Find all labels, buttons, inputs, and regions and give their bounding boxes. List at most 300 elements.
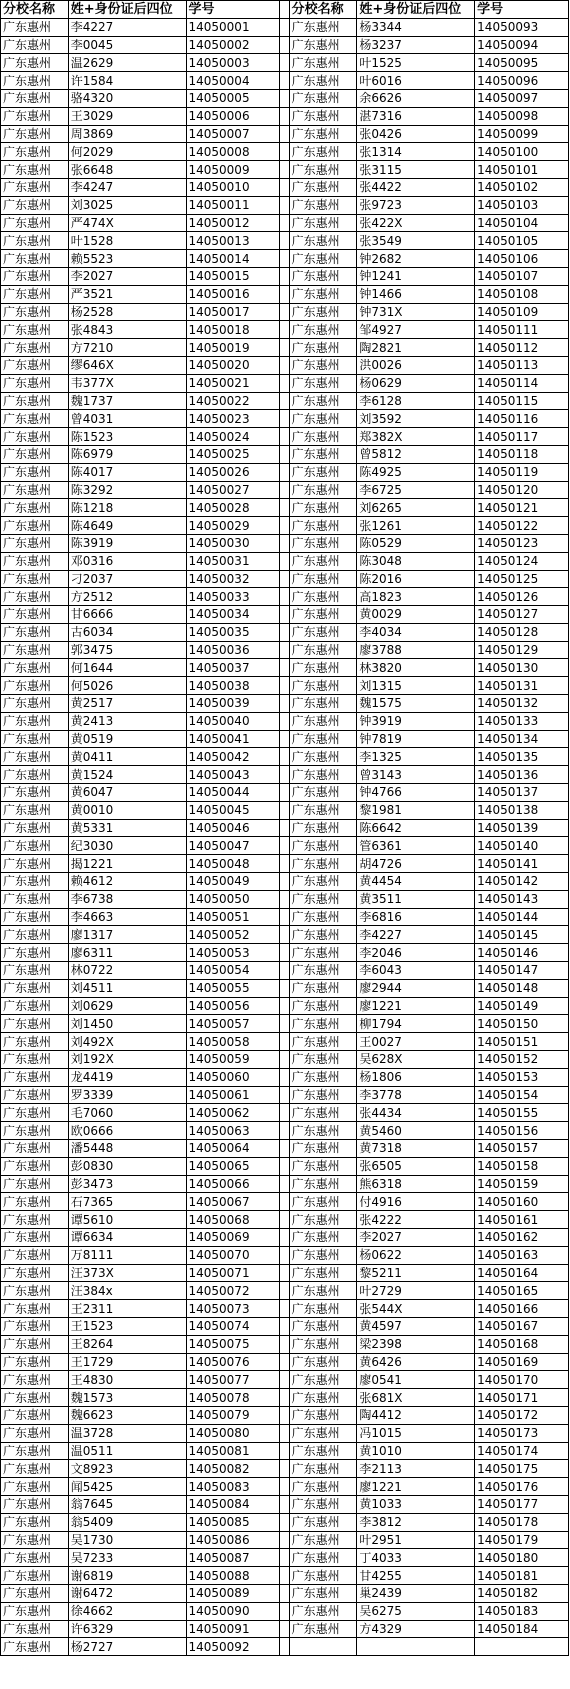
student-number-cell: 14050095 [475,54,569,72]
table-row [1,125,569,143]
surname-id4-cell: 黄5460 [357,1122,475,1140]
student-number-cell: 14050021 [186,374,280,392]
surname-id4-cell: 韦377X [68,374,186,392]
student-number-cell: 14050033 [186,588,280,606]
table-row [1,374,569,392]
school-name-cell: 广东惠州 [1,1353,69,1371]
school-name-cell: 广东惠州 [1,1531,69,1549]
surname-id4-cell: 陈4925 [357,463,475,481]
student-number-cell: 14050099 [475,125,569,143]
student-number-cell: 14050030 [186,534,280,552]
surname-id4-cell: 李6738 [68,890,186,908]
surname-id4-cell: 王1523 [68,1317,186,1335]
table-row [1,196,569,214]
table-row [1,1513,569,1531]
surname-id4-cell: 湛7316 [357,107,475,125]
surname-id4-cell: 李6816 [357,908,475,926]
table-row [1,730,569,748]
table-row [1,712,569,730]
surname-id4-cell: 黄2413 [68,712,186,730]
column-gap [280,1478,289,1496]
school-name-cell: 广东惠州 [289,1584,357,1602]
student-number-cell: 14050134 [475,730,569,748]
student-number-cell: 14050044 [186,784,280,802]
table-row [1,1478,569,1496]
surname-id4-cell: 张681X [357,1389,475,1407]
surname-id4-cell: 闻5425 [68,1478,186,1496]
student-number-cell: 14050013 [186,232,280,250]
column-gap [280,463,289,481]
student-number-cell: 14050166 [475,1300,569,1318]
surname-id4-cell: 杨0622 [357,1246,475,1264]
school-name-cell: 广东惠州 [289,1086,357,1104]
table-row [1,1193,569,1211]
table-row [1,801,569,819]
column-gap [280,267,289,285]
column-gap [280,712,289,730]
student-number-cell: 14050081 [186,1442,280,1460]
surname-id4-cell: 陶2821 [357,339,475,357]
surname-id4-cell: 廖1317 [68,926,186,944]
school-name-cell: 广东惠州 [289,356,357,374]
column-gap [280,552,289,570]
surname-id4-cell: 李2027 [357,1228,475,1246]
surname-id4-cell: 刘192X [68,1051,186,1069]
column-gap [280,321,289,339]
table-row [1,517,569,535]
school-name-cell: 广东惠州 [289,107,357,125]
surname-id4-cell: 魏6623 [68,1406,186,1424]
surname-id4-cell: 甘6666 [68,606,186,624]
student-number-cell: 14050085 [186,1513,280,1531]
school-name-cell: 广东惠州 [289,1175,357,1193]
surname-id4-cell: 黄1524 [68,766,186,784]
surname-id4-cell: 许1584 [68,72,186,90]
school-name-cell: 广东惠州 [289,250,357,268]
student-number-cell: 14050125 [475,570,569,588]
surname-id4-cell: 钟1466 [357,285,475,303]
column-gap [280,107,289,125]
student-number-cell: 14050023 [186,410,280,428]
column-gap [280,1175,289,1193]
school-name-cell: 广东惠州 [289,89,357,107]
student-number-cell: 14050053 [186,944,280,962]
surname-id4-cell: 叶6016 [357,72,475,90]
table-row [1,1051,569,1069]
school-name-cell: 广东惠州 [1,303,69,321]
column-gap [280,1531,289,1549]
surname-id4-cell: 廖6311 [68,944,186,962]
student-number-cell: 14050093 [475,18,569,36]
column-gap [280,1122,289,1140]
school-name-cell: 广东惠州 [1,1228,69,1246]
school-name-cell: 广东惠州 [1,1193,69,1211]
school-name-cell: 广东惠州 [1,1567,69,1585]
student-number-cell: 14050092 [186,1638,280,1656]
student-number-cell: 14050114 [475,374,569,392]
column-gap [280,1,289,19]
school-name-cell: 广东惠州 [1,962,69,980]
student-number-cell: 14050145 [475,926,569,944]
column-gap [280,962,289,980]
student-number-cell: 14050170 [475,1371,569,1389]
table-row [1,1638,569,1656]
surname-id4-cell: 黄3511 [357,890,475,908]
header-school-name: 分校名称 [289,1,357,19]
table-row [1,89,569,107]
school-name-cell: 广东惠州 [289,890,357,908]
student-number-cell: 14050003 [186,54,280,72]
student-number-cell: 14050028 [186,499,280,517]
table-row [1,267,569,285]
column-gap [280,926,289,944]
student-number-cell: 14050051 [186,908,280,926]
table-row [1,997,569,1015]
table-row [1,1228,569,1246]
student-number-cell: 14050091 [186,1620,280,1638]
student-number-cell: 14050147 [475,962,569,980]
student-number-cell: 14050149 [475,997,569,1015]
column-gap [280,1086,289,1104]
surname-id4-cell: 李4227 [357,926,475,944]
student-number-cell: 14050101 [475,161,569,179]
student-number-cell: 14050089 [186,1584,280,1602]
column-gap [280,1389,289,1407]
student-number-cell: 14050015 [186,267,280,285]
surname-id4-cell: 管6361 [357,837,475,855]
surname-id4-cell: 林0722 [68,962,186,980]
school-name-cell: 广东惠州 [1,196,69,214]
school-name-cell: 广东惠州 [1,481,69,499]
student-number-cell: 14050163 [475,1246,569,1264]
table-row [1,1602,569,1620]
table-row [1,588,569,606]
table-row [1,18,569,36]
school-name-cell: 广东惠州 [289,1424,357,1442]
student-number-cell: 14050034 [186,606,280,624]
school-name-cell: 广东惠州 [1,1068,69,1086]
column-gap [280,1620,289,1638]
column-gap [280,356,289,374]
column-gap [280,1193,289,1211]
column-gap [280,641,289,659]
student-number-cell: 14050043 [186,766,280,784]
table-row [1,303,569,321]
school-name-cell: 广东惠州 [1,855,69,873]
student-number-cell: 14050136 [475,766,569,784]
table-row [1,1104,569,1122]
column-gap [280,837,289,855]
column-gap [280,623,289,641]
table-row [1,178,569,196]
surname-id4-cell: 陈3292 [68,481,186,499]
school-name-cell: 广东惠州 [289,1282,357,1300]
table-row [1,72,569,90]
surname-id4-cell: 陈2016 [357,570,475,588]
surname-id4-cell: 何5026 [68,677,186,695]
surname-id4-cell: 郑382X [357,428,475,446]
student-number-cell: 14050109 [475,303,569,321]
student-number-cell: 14050011 [186,196,280,214]
school-name-cell: 广东惠州 [289,748,357,766]
surname-id4-cell: 翁5409 [68,1513,186,1531]
student-number-cell: 14050152 [475,1051,569,1069]
school-name-cell: 广东惠州 [1,267,69,285]
surname-id4-cell: 胡4726 [357,855,475,873]
school-name-cell: 广东惠州 [289,178,357,196]
student-number-cell: 14050129 [475,641,569,659]
surname-id4-cell: 何1644 [68,659,186,677]
school-name-cell: 广东惠州 [289,677,357,695]
surname-id4-cell: 李4227 [68,18,186,36]
school-name-cell: 广东惠州 [1,232,69,250]
student-number-cell: 14050133 [475,712,569,730]
student-number-cell: 14050036 [186,641,280,659]
table-row [1,1282,569,1300]
surname-id4-cell: 叶2951 [357,1531,475,1549]
surname-id4-cell: 刘4511 [68,979,186,997]
student-number-cell: 14050063 [186,1122,280,1140]
table-row [1,392,569,410]
student-number-cell: 14050064 [186,1140,280,1158]
table-row [1,1584,569,1602]
student-number-cell: 14050171 [475,1389,569,1407]
column-gap [280,54,289,72]
student-number-cell: 14050137 [475,784,569,802]
surname-id4-cell: 曾4031 [68,410,186,428]
school-name-cell: 广东惠州 [1,250,69,268]
school-name-cell: 广东惠州 [1,552,69,570]
column-gap [280,890,289,908]
column-gap [280,499,289,517]
surname-id4-cell: 温3728 [68,1424,186,1442]
student-number-cell: 14050082 [186,1460,280,1478]
school-name-cell: 广东惠州 [289,1157,357,1175]
surname-id4-cell: 陈6642 [357,819,475,837]
column-gap [280,143,289,161]
column-gap [280,285,289,303]
column-gap [280,908,289,926]
table-row [1,606,569,624]
surname-id4-cell: 刘3592 [357,410,475,428]
table-row [1,1549,569,1567]
school-name-cell: 广东惠州 [1,36,69,54]
student-number-cell: 14050050 [186,890,280,908]
surname-id4-cell: 杨2727 [68,1638,186,1656]
column-gap [280,392,289,410]
table-row [1,285,569,303]
student-number-cell: 14050048 [186,855,280,873]
column-gap [280,196,289,214]
school-name-cell: 广东惠州 [289,1193,357,1211]
school-name-cell: 广东惠州 [289,855,357,873]
surname-id4-cell: 潘5448 [68,1140,186,1158]
school-name-cell: 广东惠州 [1,606,69,624]
surname-id4-cell: 刘1450 [68,1015,186,1033]
school-name-cell: 广东惠州 [1,1211,69,1229]
column-gap [280,873,289,891]
school-name-cell: 广东惠州 [1,1140,69,1158]
school-name-cell: 广东惠州 [289,1495,357,1513]
student-number-cell: 14050142 [475,873,569,891]
school-name-cell: 广东惠州 [1,766,69,784]
surname-id4-cell: 张6505 [357,1157,475,1175]
student-number-cell: 14050067 [186,1193,280,1211]
surname-id4-cell: 李4247 [68,178,186,196]
student-number-cell: 14050144 [475,908,569,926]
surname-id4-cell: 李2113 [357,1460,475,1478]
table-row [1,623,569,641]
student-number-cell: 14050010 [186,178,280,196]
surname-id4-cell: 钟7819 [357,730,475,748]
table-row [1,445,569,463]
student-number-cell: 14050083 [186,1478,280,1496]
student-number-cell: 14050143 [475,890,569,908]
surname-id4-cell: 陈1523 [68,428,186,446]
surname-id4-cell: 王4830 [68,1371,186,1389]
student-number-cell: 14050104 [475,214,569,232]
student-number-cell: 14050123 [475,534,569,552]
column-gap [280,1140,289,1158]
school-name-cell: 广东惠州 [289,267,357,285]
school-name-cell: 广东惠州 [1,1620,69,1638]
surname-id4-cell: 吴6275 [357,1602,475,1620]
surname-id4-cell: 杨3237 [357,36,475,54]
surname-id4-cell: 余6626 [357,89,475,107]
surname-id4-cell: 王0027 [357,1033,475,1051]
column-gap [280,36,289,54]
student-number-cell: 14050016 [186,285,280,303]
surname-id4-cell: 陈4649 [68,517,186,535]
student-number-cell: 14050131 [475,677,569,695]
school-name-cell: 广东惠州 [289,1335,357,1353]
table-row [1,1122,569,1140]
surname-id4-cell: 曾3143 [357,766,475,784]
table-row [1,1389,569,1407]
column-gap [280,1300,289,1318]
student-number-cell: 14050052 [186,926,280,944]
column-gap [280,445,289,463]
school-name-cell: 广东惠州 [289,125,357,143]
column-gap [280,784,289,802]
student-number-cell: 14050031 [186,552,280,570]
header-surname-id4: 姓+身份证后四位 [68,1,186,19]
student-number-cell: 14050020 [186,356,280,374]
column-gap [280,695,289,713]
surname-id4-cell: 谭5610 [68,1211,186,1229]
column-gap [280,161,289,179]
school-name-cell: 广东惠州 [289,463,357,481]
table-row [1,659,569,677]
surname-id4-cell: 张544X [357,1300,475,1318]
school-name-cell: 广东惠州 [289,623,357,641]
school-name-cell: 广东惠州 [1,1104,69,1122]
column-gap [280,410,289,428]
surname-id4-cell: 叶1525 [357,54,475,72]
student-number-cell: 14050057 [186,1015,280,1033]
surname-id4-cell: 杨1806 [357,1068,475,1086]
table-row [1,944,569,962]
school-name-cell: 广东惠州 [1,801,69,819]
student-number-cell: 14050058 [186,1033,280,1051]
school-name-cell: 广东惠州 [1,72,69,90]
school-name-cell: 广东惠州 [1,890,69,908]
school-name-cell: 广东惠州 [1,178,69,196]
student-number-cell: 14050005 [186,89,280,107]
student-number-cell: 14050159 [475,1175,569,1193]
column-gap [280,606,289,624]
school-name-cell: 广东惠州 [1,285,69,303]
school-name-cell: 广东惠州 [289,766,357,784]
student-number-cell: 14050012 [186,214,280,232]
column-gap [280,944,289,962]
table-row [1,1371,569,1389]
header-student-number: 学号 [186,1,280,19]
school-name-cell: 广东惠州 [289,730,357,748]
student-number-cell: 14050035 [186,623,280,641]
student-number-cell: 14050161 [475,1211,569,1229]
table-row [1,410,569,428]
student-number-cell: 14050156 [475,1122,569,1140]
school-name-cell: 广东惠州 [289,428,357,446]
table-row [1,855,569,873]
student-number-cell: 14050055 [186,979,280,997]
student-number-cell: 14050183 [475,1602,569,1620]
school-name-cell: 广东惠州 [289,339,357,357]
surname-id4-cell: 黄1033 [357,1495,475,1513]
surname-id4-cell: 刘6265 [357,499,475,517]
school-name-cell: 广东惠州 [1,1264,69,1282]
school-name-cell: 广东惠州 [289,232,357,250]
table-row [1,321,569,339]
student-number-cell: 14050038 [186,677,280,695]
column-gap [280,125,289,143]
surname-id4-cell: 张6648 [68,161,186,179]
school-name-cell: 广东惠州 [289,214,357,232]
student-number-cell: 14050002 [186,36,280,54]
school-name-cell: 广东惠州 [289,1246,357,1264]
surname-id4-cell: 黄0010 [68,801,186,819]
table-row [1,784,569,802]
header-school-name: 分校名称 [1,1,69,19]
school-name-cell: 广东惠州 [1,588,69,606]
surname-id4-cell: 李2046 [357,944,475,962]
table-row [1,214,569,232]
surname-id4-cell: 李4663 [68,908,186,926]
table-row [1,1015,569,1033]
school-name-cell: 广东惠州 [1,1086,69,1104]
table-row [1,143,569,161]
student-number-cell: 14050120 [475,481,569,499]
student-number-cell: 14050059 [186,1051,280,1069]
school-name-cell: 广东惠州 [1,1246,69,1264]
student-number-cell: 14050169 [475,1353,569,1371]
school-name-cell: 广东惠州 [1,428,69,446]
student-number-cell: 14050127 [475,606,569,624]
school-name-cell: 广东惠州 [1,18,69,36]
student-number-cell: 14050079 [186,1406,280,1424]
school-name-cell: 广东惠州 [1,1406,69,1424]
surname-id4-cell: 黄5331 [68,819,186,837]
school-name-cell: 广东惠州 [289,801,357,819]
surname-id4-cell: 缪646X [68,356,186,374]
school-name-cell: 广东惠州 [1,1300,69,1318]
student-number-cell: 14050118 [475,445,569,463]
school-name-cell: 广东惠州 [289,481,357,499]
school-name-cell: 广东惠州 [1,107,69,125]
student-number-cell: 14050096 [475,72,569,90]
student-number-cell: 14050004 [186,72,280,90]
